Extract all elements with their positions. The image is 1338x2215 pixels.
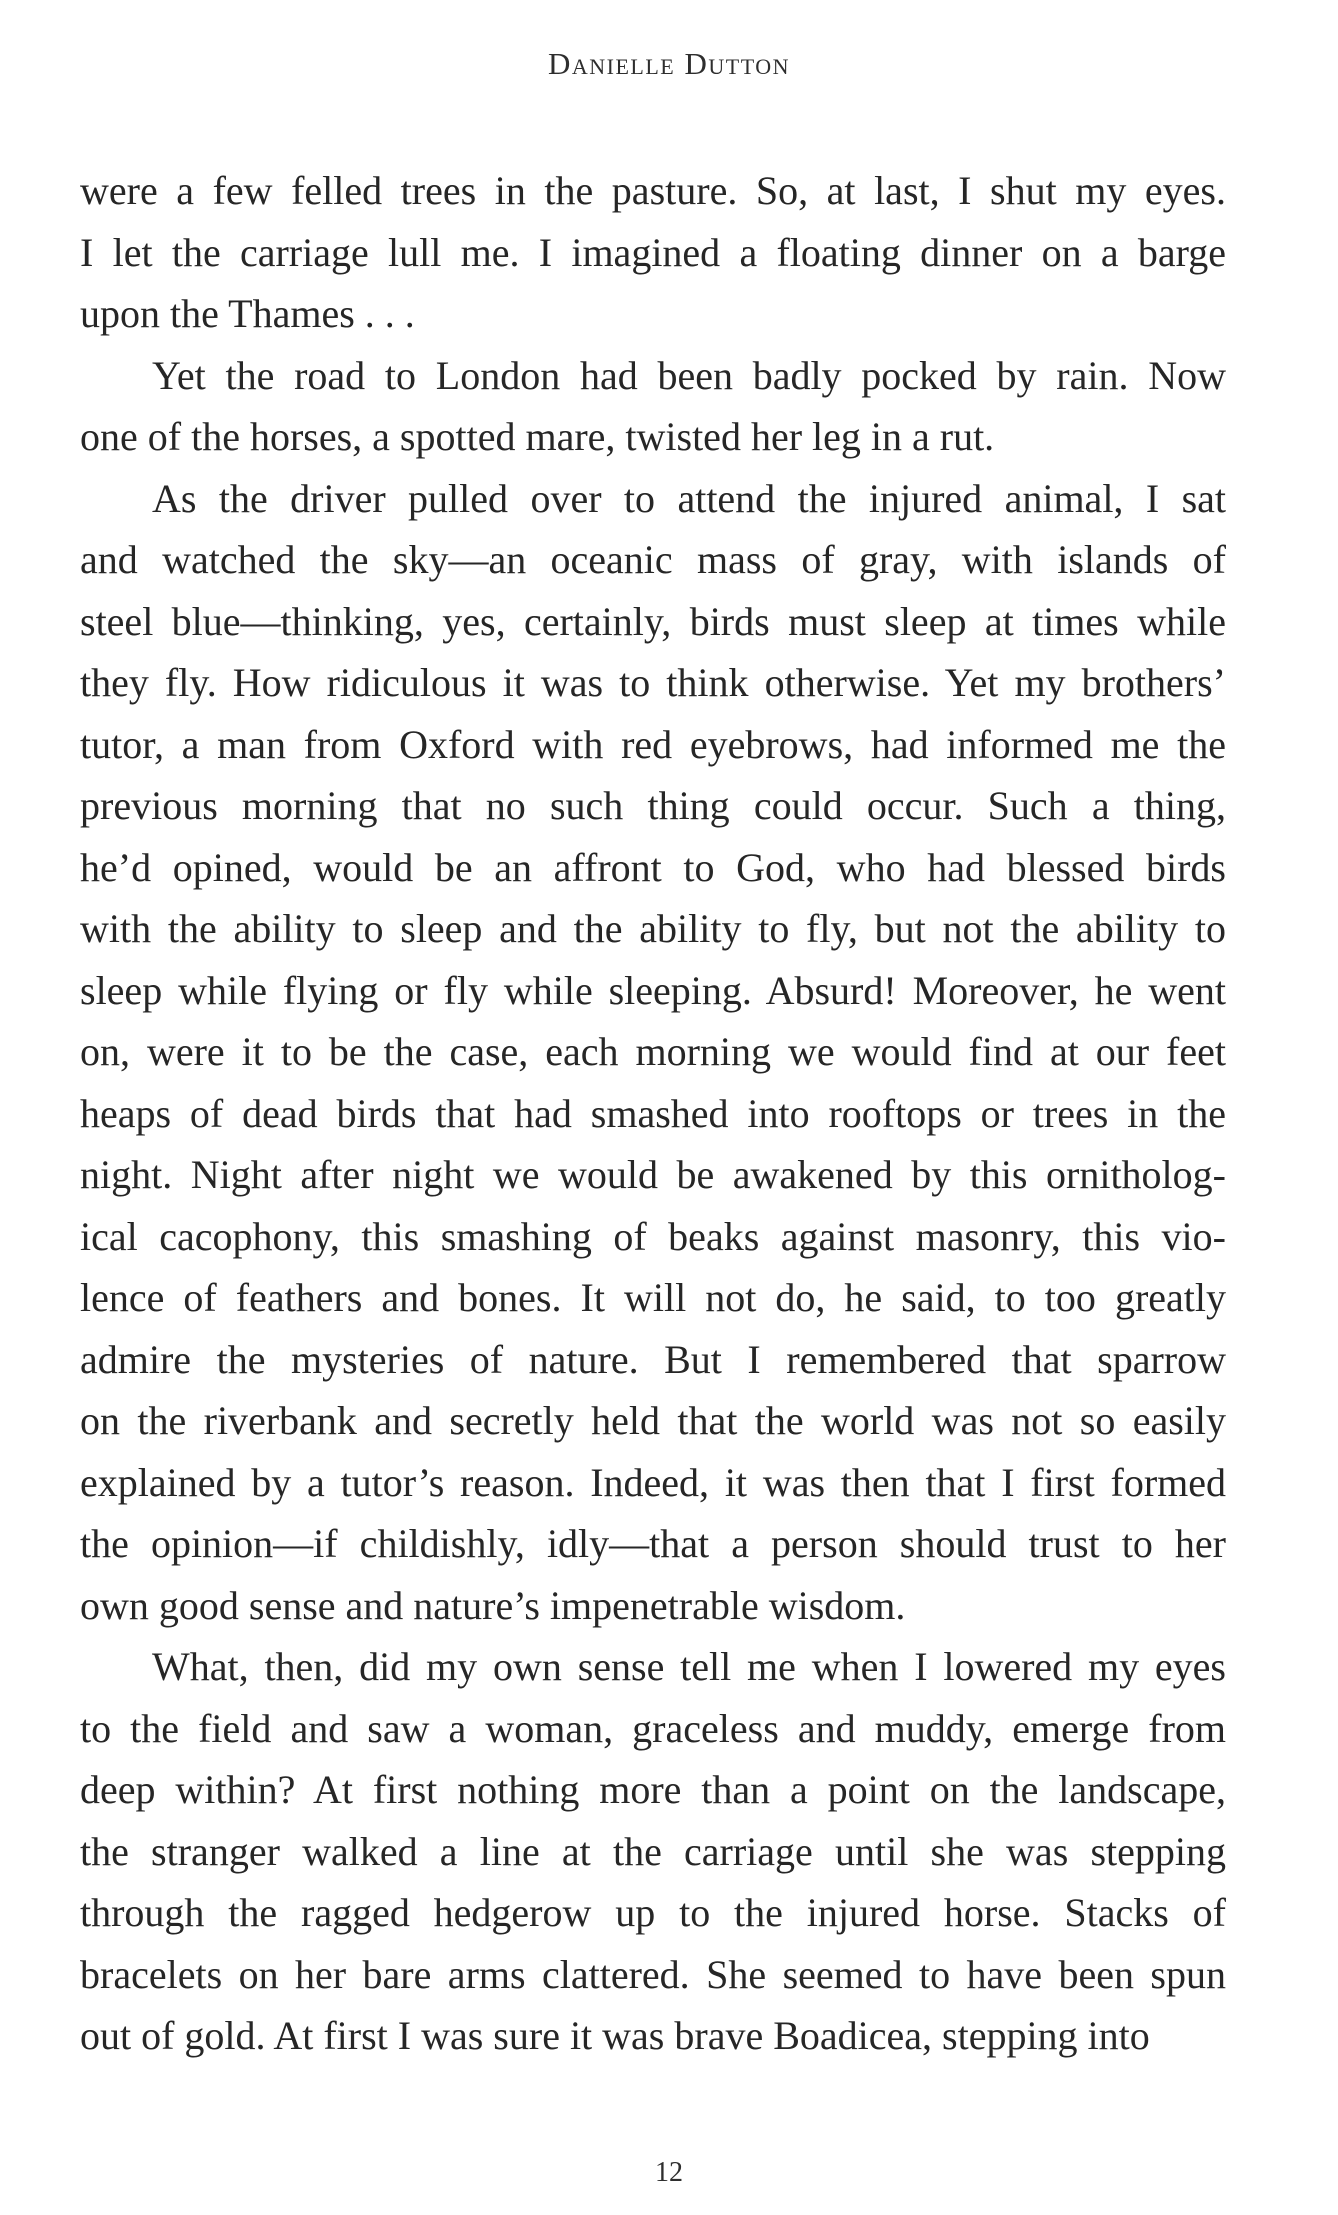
running-head: Danielle Dutton (547, 46, 791, 81)
text-line: bracelets on her bare arms clattered. She seemed to have been spun (80, 1951, 1226, 1997)
text-line: one of the horses, a spotted mare, twisted her leg in a rut. (80, 414, 995, 459)
text-line: heaps of dead birds that had smashed into rooftops or trees in the (80, 1090, 1226, 1136)
text-line: What, then, did my own sense tell me when I lowered my eyes (152, 1644, 1226, 1689)
text-line: tutor, a man from Oxford with red eyebrows, had informed me the (80, 721, 1226, 767)
text-line: out of gold. At first I was sure it was brave Boadicea, stepping into (80, 2013, 1150, 2058)
text-line: upon the Thames . . . (80, 291, 415, 336)
text-line: sleep while flying or fly while sleeping. Absurd! Moreover, he went (80, 967, 1226, 1013)
text-line: lence of feathers and bones. It will not do, he said, to too greatly (80, 1275, 1226, 1320)
text-line: own good sense and nature’s impenetrable wisdom. (80, 1582, 906, 1628)
text-line: night. Night after night we would be awakened by this ornitholog- (80, 1152, 1226, 1197)
text-line: explained by a tutor’s reason. Indeed, it was then that I first formed (80, 1459, 1226, 1505)
text-line: they fly. How ridiculous it was to think otherwise. Yet my brothers’ (80, 660, 1226, 705)
body-text (80, 160, 1226, 2067)
text-line: on the riverbank and secretly held that the world was not so easily (80, 1398, 1226, 1443)
text-line: through the ragged hedgerow up to the injured horse. Stacks of (80, 1890, 1226, 1935)
page-number: 12 (655, 2157, 683, 2188)
text-line: steel blue—thinking, yes, certainly, birds must sleep at times while (80, 598, 1226, 644)
text-line: Yet the road to London had been badly pocked by rain. Now (152, 352, 1226, 398)
text-line: the stranger walked a line at the carriage until she was stepping (80, 1828, 1226, 1874)
text-line: previous morning that no such thing could occur. Such a thing, (80, 783, 1226, 828)
text-line: on, were it to be the case, each morning we would find at our feet (80, 1029, 1226, 1074)
text-line: and watched the sky—an oceanic mass of gray, with islands of (80, 537, 1226, 582)
text-line: I let the carriage lull me. I imagined a floating dinner on a barge (80, 229, 1226, 275)
text-line: admire the mysteries of nature. But I remembered that sparrow (80, 1336, 1226, 1382)
text-line: with the ability to sleep and the ability to fly, but not the ability to (80, 906, 1226, 951)
text-line: to the field and saw a woman, graceless and muddy, emerge from (80, 1705, 1226, 1751)
text-line: the opinion—if childishly, idly—that a person should trust to her (80, 1521, 1226, 1566)
text-line: deep within? At first nothing more than a point on the landscape, (80, 1767, 1226, 1812)
text-line: were a few felled trees in the pasture. So, at last, I shut my eyes. (80, 168, 1226, 213)
text-line: he’d opined, would be an affront to God, who had blessed birds (80, 844, 1226, 890)
text-line: As the driver pulled over to attend the injured animal, I sat (152, 475, 1226, 521)
text-line: ical cacophony, this smashing of beaks against masonry, this vio- (80, 1213, 1226, 1259)
